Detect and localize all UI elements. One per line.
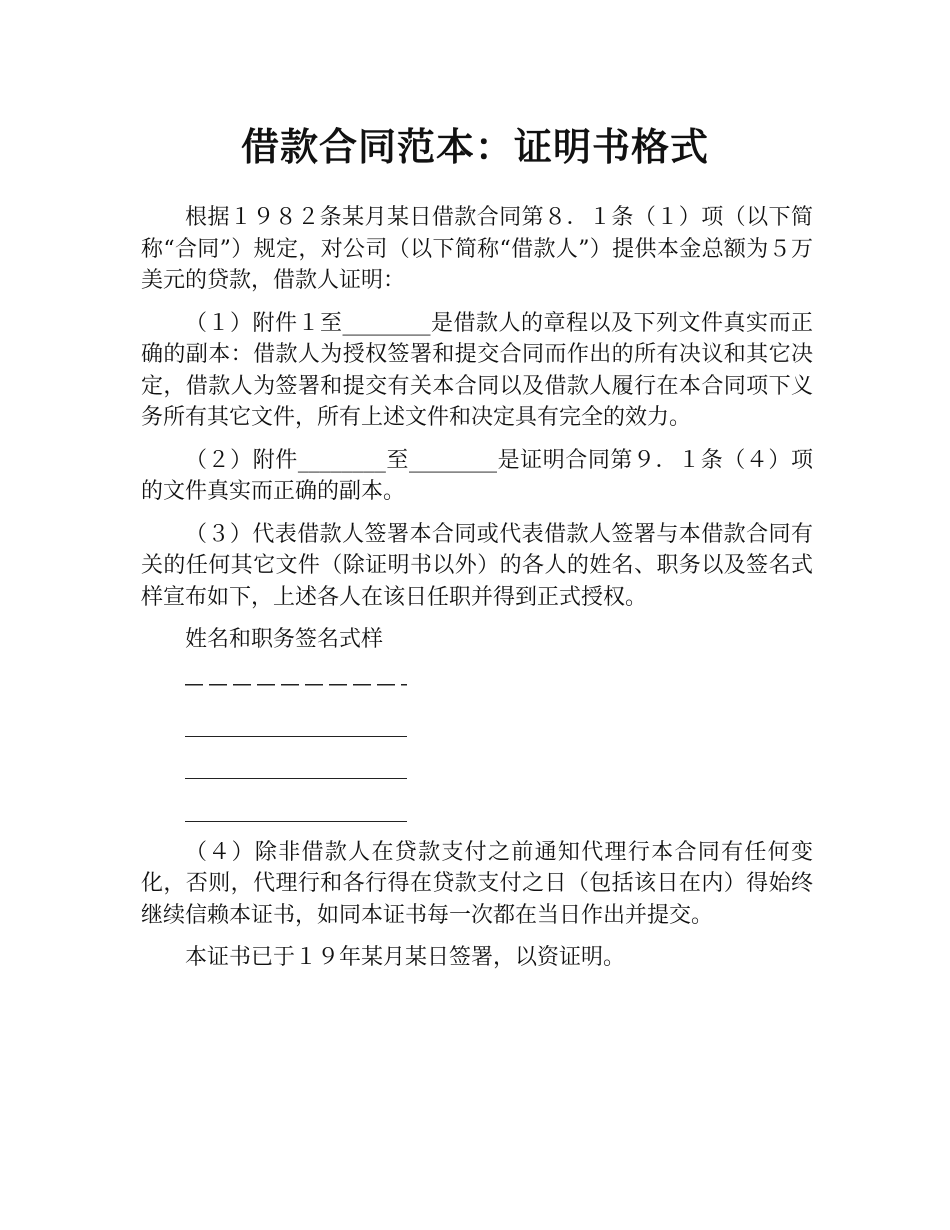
clause-2-paragraph: （２）附件________至________是证明合同第９．１条（４）项的文件真实而正确的副本。 (141, 447, 813, 504)
closing-paragraph: 本证书已于１９年某月某日签署，以资证明。 (185, 945, 626, 970)
signature-dashed-line (185, 667, 407, 699)
clause-1-paragraph: （１）附件１至________是借款人的章程以及下列文件真实而正确的副本：借款人为授权签署和提交合同而作出的所有决议和其它决定，借款人为签署和提交有关本合同以及借款人履行在本合同项下义务所有其它文件，所有上述文件和决定具有完全的效力。 (141, 310, 813, 430)
document-title: 借款合同范本：证明书格式 (240, 125, 709, 169)
document-body (141, 202, 813, 985)
signature-blank-line (185, 752, 407, 784)
clause-3-paragraph: （３）代表借款人签署本合同或代表借款人签署与本借款合同有关的任何其它文件（除证明书以外）的各人的姓名、职务以及签名式样宣布如下，上述各人在该日任职并得到正式授权。 (141, 521, 813, 610)
signature-header: 姓名和职务签名式样 (185, 627, 384, 652)
clause-4-paragraph: （４）除非借款人在贷款支付之前通知代理行本合同有任何变化，否则，代理行和各行得在贷款支付之日（包括该日在内）得始终继续信赖本证书，如同本证书每一次都在当日作出并提交。 (141, 839, 813, 928)
signature-blank-line (185, 794, 407, 826)
signature-blank-line (185, 709, 407, 741)
intro-paragraph: 根据１９８２条某月某日借款合同第８．１条（１）项（以下简称“合同”）规定，对公司（以下简称“借款人”）提供本金总额为５万美元的贷款，借款人证明： (141, 205, 813, 293)
